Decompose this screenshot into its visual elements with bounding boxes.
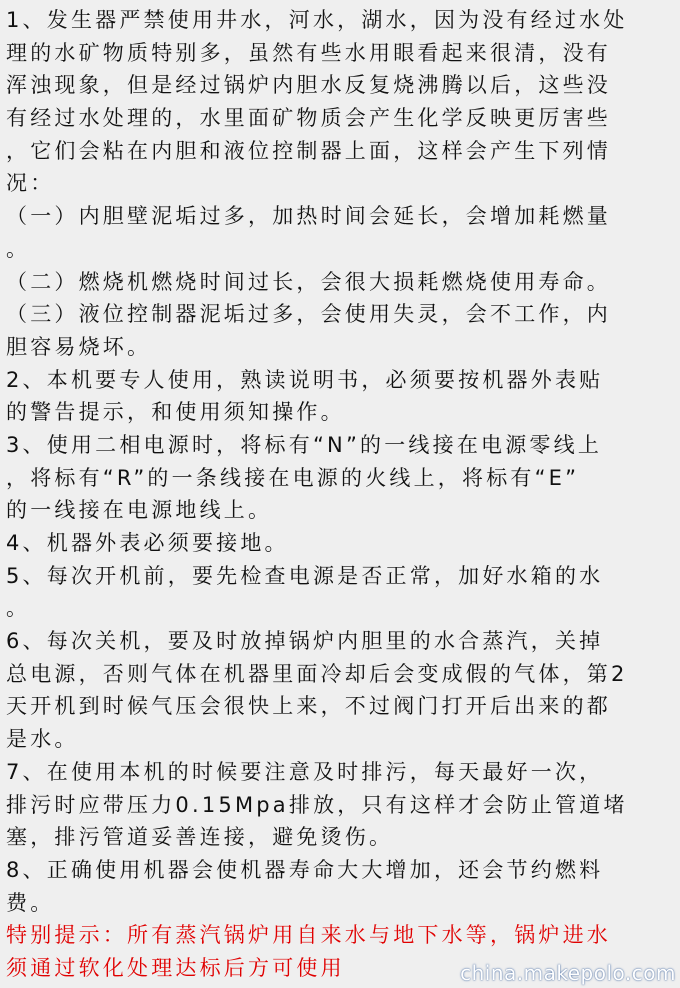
document-body: [6, 4, 674, 985]
text-line: 浑浊现象，但是经过锅炉内胆水反复烧沸腾以后，这些没: [6, 73, 611, 98]
warning-line: 特别提示：所有蒸汽锅炉用自来水与地下水等，锅炉进水: [6, 923, 611, 948]
text-line: 5、每次开机前，要先检查电源是否正常，加好水箱的水: [6, 563, 604, 588]
text-line: 有经过水处理的，水里面矿物质会产生化学反映更厉害些: [6, 106, 611, 131]
watermark: china.makepolo.com: [460, 961, 676, 985]
text-line: 2、本机要专人使用，熟读说明书，必须要按机器外表贴: [6, 367, 604, 392]
warning-line: 须通过软化处理达标后方可使用: [6, 955, 345, 980]
text-line: 胆容易烧坏。: [6, 334, 152, 359]
text-line: 况：: [6, 171, 55, 196]
text-line: 的警告提示，和使用须知操作。: [6, 400, 345, 425]
text-line: （一）内胆壁泥垢过多，加热时间会延长，会增加耗燃量: [6, 204, 611, 229]
text-line: 排污时应带压力0.15Mpa排放，只有这样才会防止管道堵: [6, 792, 628, 817]
text-line: ，将标有“R”的一条线接在电源的火线上，将标有“E”: [6, 465, 580, 490]
text-line: 的一线接在电源地线上。: [6, 498, 273, 523]
text-line: 7、在使用本机的时候要注意及时排污，每天最好一次，: [6, 759, 604, 784]
text-line: （二）燃烧机燃烧时间过长，会很大损耗燃烧使用寿命。: [6, 269, 611, 294]
text-line: 费。: [6, 890, 55, 915]
text-line: 3、使用二相电源时，将标有“N”的一线接在电源零线上: [6, 432, 603, 457]
text-line: 理的水矿物质特别多，虽然有些水用眼看起来很清，没有: [6, 40, 611, 65]
text-line: 8、正确使用机器会使机器寿命大大增加，还会节约燃料: [6, 857, 604, 882]
text-line: （三）液位控制器泥垢过多，会使用失灵，会不工作，内: [6, 302, 611, 327]
text-line: 天开机到时候气压会很快上来，不过阀门打开后出来的都: [6, 694, 611, 719]
text-line: ，它们会粘在内胆和液位控制器上面，这样会产生下列情: [6, 138, 611, 163]
text-line: 塞，排污管道妥善连接，避免烫伤。: [6, 825, 394, 850]
instruction-text: [6, 4, 674, 919]
text-line: 6、每次关机，要及时放掉锅炉内胆里的水合蒸汽，关掉: [6, 629, 604, 654]
text-line: 总电源，否则气体在机器里面冷却后会变成假的气体，第2: [6, 661, 628, 686]
text-line: 。: [6, 236, 31, 261]
text-line: 。: [6, 596, 31, 621]
text-line: 是水。: [6, 727, 79, 752]
text-line: 1、发生器严禁使用井水，河水，湖水，因为没有经过水处: [6, 8, 628, 32]
text-line: 4、机器外表必须要接地。: [6, 531, 289, 555]
